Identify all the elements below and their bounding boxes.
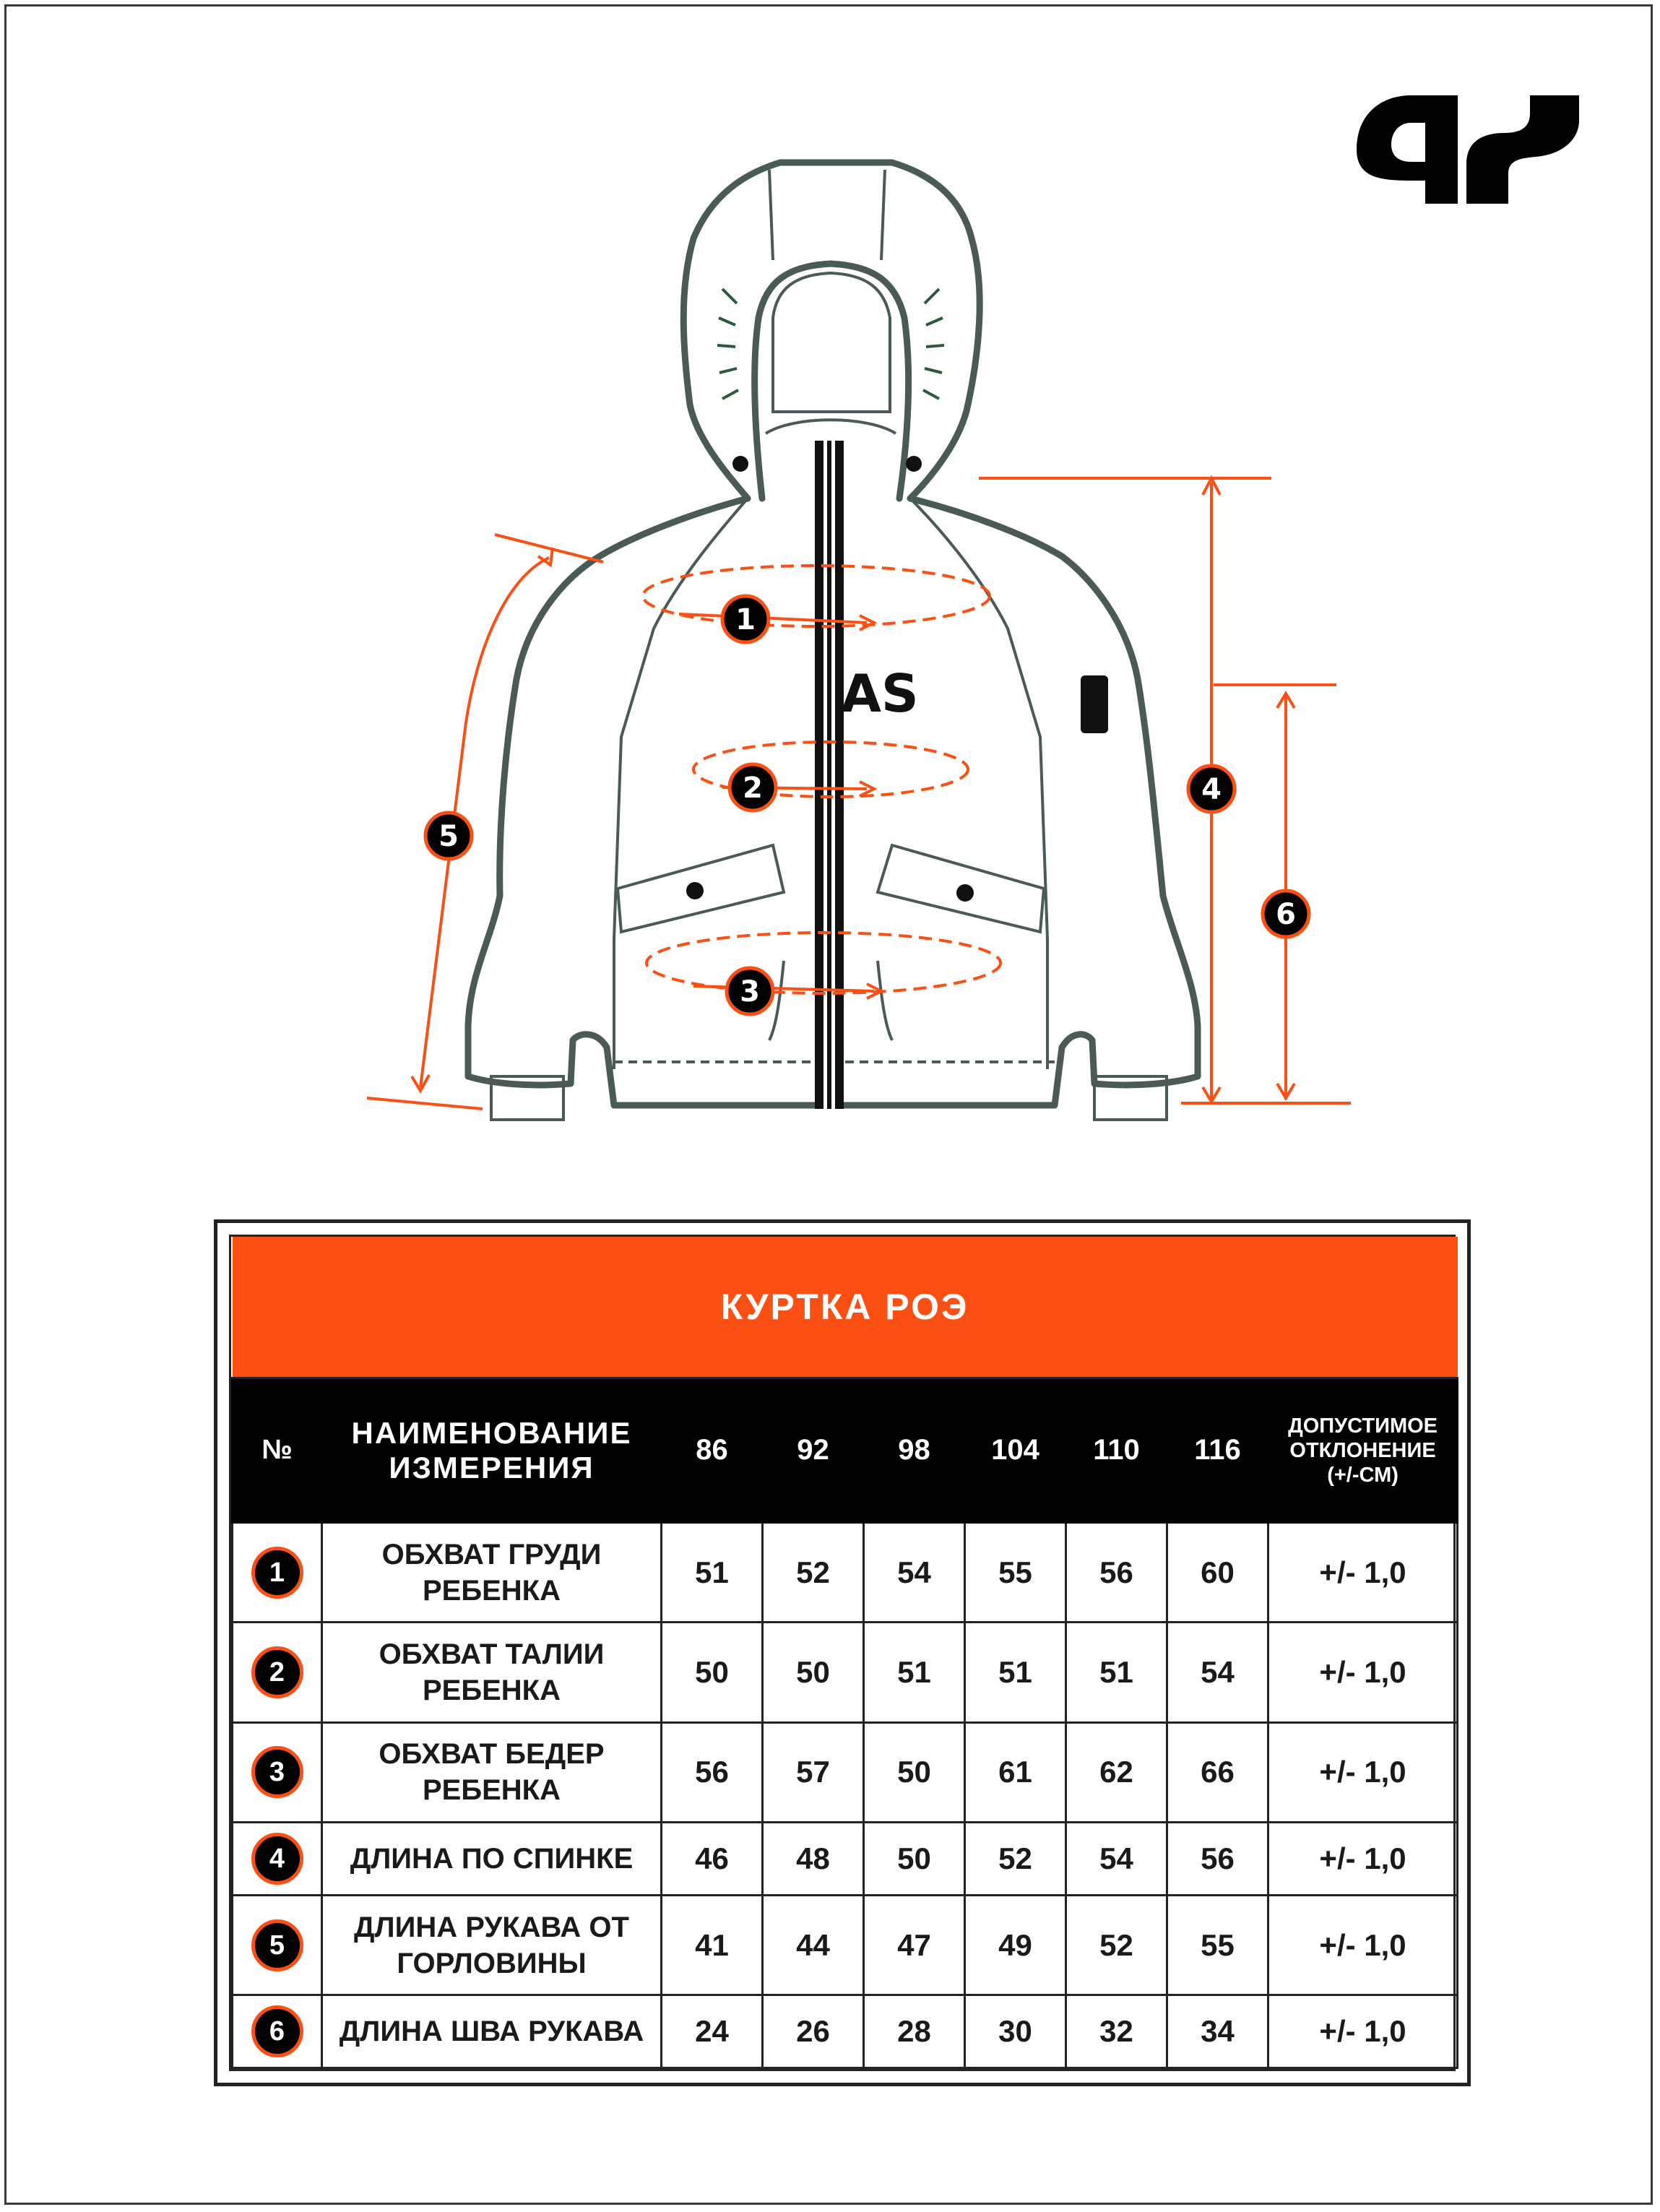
size-value: 48 [763,1823,864,1896]
size-value: 41 [662,1895,763,1995]
table-title: КУРТКА РОЭ [233,1237,1458,1378]
size-value: 50 [662,1623,763,1722]
row-badge: 4 [251,1833,303,1885]
row-number [233,1523,322,1623]
deviation-value: +/- 1,0 [1268,1722,1458,1822]
size-value: 52 [763,1523,864,1623]
table-row [233,1823,1458,1896]
callout-6 [1263,891,1309,937]
header-name: НАИМЕНОВАНИЕ ИЗМЕРЕНИЯ [322,1378,662,1522]
row-badge: 5 [251,1919,303,1971]
row-badge: 2 [251,1646,303,1698]
deviation-value: +/- 1,0 [1268,1523,1458,1623]
callout-1 [722,596,769,642]
size-value: 26 [763,1995,864,2068]
row-number [233,1895,322,1995]
size-value: 47 [864,1895,965,1995]
row-number [233,1995,322,2068]
size-value: 61 [965,1722,1066,1822]
size-value: 46 [662,1823,763,1896]
size-value: 51 [864,1623,965,1722]
svg-text:4: 4 [1201,773,1222,806]
size-value: 52 [1066,1895,1167,1995]
svg-text:2: 2 [743,772,763,805]
row-number [233,1623,322,1722]
size-table [231,1237,1458,2069]
size-value: 56 [662,1722,763,1822]
size-value: 55 [1167,1895,1268,1995]
table-row [233,1895,1458,1995]
size-value: 51 [662,1523,763,1623]
size-value: 62 [1066,1722,1167,1822]
svg-text:1: 1 [735,603,756,636]
row-badge: 3 [251,1746,303,1798]
measurement-name: ДЛИНА ПО СПИНКЕ [322,1823,662,1896]
size-value: 34 [1167,1995,1268,2068]
measurement-name: ОБХВАТ БЕДЕР РЕБЕНКА [322,1722,662,1822]
svg-text:3: 3 [740,975,760,1008]
header-size-116: 116 [1167,1378,1268,1522]
row-badge: 6 [251,2005,303,2057]
row-badge: 1 [251,1547,303,1599]
header-deviation: ДОПУСТИМОЕ ОТКЛОНЕНИЕ (+/-СМ) [1268,1378,1458,1522]
row-number [233,1823,322,1896]
size-value: 57 [763,1722,864,1822]
callout-4 [1188,766,1235,812]
measurement-name: ДЛИНА ШВА РУКАВА [322,1995,662,2068]
size-value: 55 [965,1523,1066,1623]
size-value: 51 [965,1623,1066,1722]
size-value: 50 [763,1623,864,1722]
size-value: 49 [965,1895,1066,1995]
size-value: 52 [965,1823,1066,1896]
size-value: 54 [1167,1623,1268,1722]
header-size-104: 104 [965,1378,1066,1522]
table-row [233,1722,1458,1822]
size-value: 51 [1066,1623,1167,1722]
svg-text:5: 5 [438,820,459,853]
header-size-86: 86 [662,1378,763,1522]
size-value: 28 [864,1995,965,2068]
size-value: 24 [662,1995,763,2068]
measurement-name: ОБХВАТ ГРУДИ РЕБЕНКА [322,1523,662,1623]
chest-print: AS [841,663,919,724]
size-value: 54 [1066,1823,1167,1896]
table-row [233,1523,1458,1623]
size-value: 66 [1167,1722,1268,1822]
size-value: 44 [763,1895,864,1995]
table-row [233,1995,1458,2068]
measurement-name: ОБХВАТ ТАЛИИ РЕБЕНКА [322,1623,662,1722]
header-size-110: 110 [1066,1378,1167,1522]
size-value: 54 [864,1523,965,1623]
header-size-92: 92 [763,1378,864,1522]
deviation-value: +/- 1,0 [1268,1623,1458,1722]
measurement-name: ДЛИНА РУКАВА ОТ ГОРЛОВИНЫ [322,1895,662,1995]
size-value: 50 [864,1722,965,1822]
row-number [233,1722,322,1822]
size-value: 56 [1167,1823,1268,1896]
header-num: № [233,1378,322,1522]
callout-2 [730,764,776,811]
size-value: 30 [965,1995,1066,2068]
svg-text:6: 6 [1276,898,1296,931]
deviation-value: +/- 1,0 [1268,1895,1458,1995]
size-value: 50 [864,1823,965,1896]
deviation-value: +/- 1,0 [1268,1995,1458,2068]
table-row [233,1623,1458,1722]
size-value: 60 [1167,1523,1268,1623]
size-value: 56 [1066,1523,1167,1623]
callout-3 [727,968,773,1014]
table-header-row [233,1378,1458,1522]
size-value: 32 [1066,1995,1167,2068]
deviation-value: +/- 1,0 [1268,1823,1458,1896]
header-size-98: 98 [864,1378,965,1522]
callout-5 [425,813,472,859]
size-table-frame [214,1219,1471,2086]
